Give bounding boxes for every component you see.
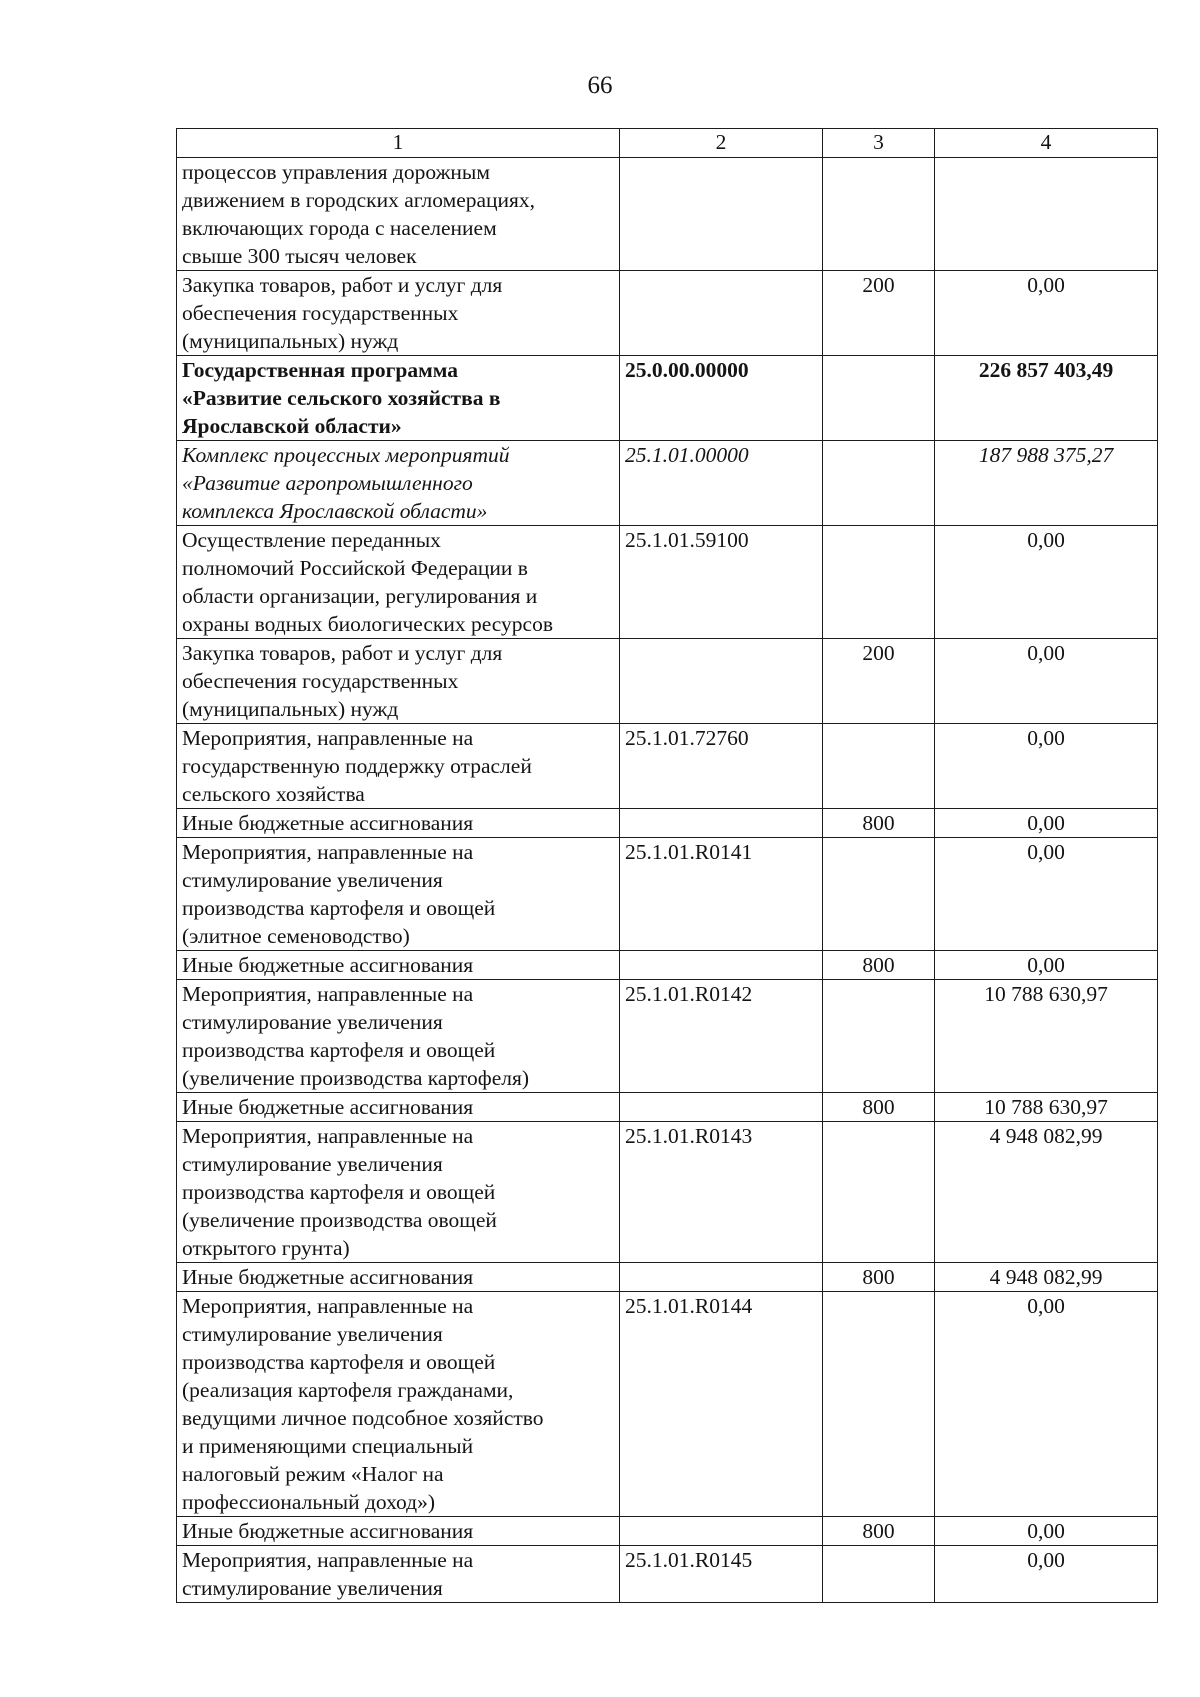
row-name-line: производства картофеля и овощей bbox=[182, 1180, 496, 1204]
row-name bbox=[177, 809, 620, 838]
row-expense-type bbox=[823, 724, 935, 809]
row-amount: 226 857 403,49 bbox=[935, 356, 1158, 441]
row-amount: 0,00 bbox=[935, 1546, 1158, 1603]
table-row bbox=[177, 1292, 1158, 1517]
row-name-line: Мероприятия, направленные на bbox=[182, 1294, 474, 1318]
row-name bbox=[177, 526, 620, 639]
row-name-line: Иные бюджетные ассигнования bbox=[182, 1095, 474, 1119]
row-code bbox=[620, 271, 823, 356]
column-header-3: 3 bbox=[823, 129, 935, 158]
row-name-line: комплекса Ярославской области» bbox=[182, 499, 488, 523]
table-row bbox=[177, 356, 1158, 441]
row-code bbox=[620, 1263, 823, 1292]
row-name-line: Осуществление переданных bbox=[182, 528, 441, 552]
row-name-line: Мероприятия, направленные на bbox=[182, 1548, 474, 1572]
table-row bbox=[177, 980, 1158, 1093]
row-code: 25.1.01.R0144 bbox=[620, 1292, 823, 1517]
row-name-line: охраны водных биологических ресурсов bbox=[182, 612, 553, 636]
row-expense-type bbox=[823, 1292, 935, 1517]
row-expense-type: 800 bbox=[823, 809, 935, 838]
row-code: 25.1.01.R0143 bbox=[620, 1122, 823, 1263]
row-code bbox=[620, 951, 823, 980]
row-name bbox=[177, 1093, 620, 1122]
row-code: 25.0.00.00000 bbox=[620, 356, 823, 441]
row-name bbox=[177, 951, 620, 980]
row-name-line: стимулирование увеличения bbox=[182, 1322, 443, 1346]
row-code bbox=[620, 809, 823, 838]
row-name-line: Иные бюджетные ассигнования bbox=[182, 953, 474, 977]
row-name bbox=[177, 441, 620, 526]
row-name-line: открытого грунта) bbox=[182, 1236, 350, 1260]
row-name-line: Мероприятия, направленные на bbox=[182, 982, 474, 1006]
row-name-line: Иные бюджетные ассигнования bbox=[182, 1265, 474, 1289]
row-amount: 10 788 630,97 bbox=[935, 980, 1158, 1093]
row-amount: 10 788 630,97 bbox=[935, 1093, 1158, 1122]
row-name bbox=[177, 838, 620, 951]
row-amount bbox=[935, 158, 1158, 271]
row-expense-type bbox=[823, 1546, 935, 1603]
table-row bbox=[177, 1122, 1158, 1263]
row-code: 25.1.01.R0145 bbox=[620, 1546, 823, 1603]
row-code bbox=[620, 1093, 823, 1122]
row-amount: 0,00 bbox=[935, 838, 1158, 951]
row-name-line: (увеличение производства картофеля) bbox=[182, 1066, 530, 1090]
row-code bbox=[620, 639, 823, 724]
row-name-line: Закупка товаров, работ и услуг для bbox=[182, 641, 503, 665]
row-code bbox=[620, 1517, 823, 1546]
row-amount: 4 948 082,99 bbox=[935, 1122, 1158, 1263]
row-name-line: обеспечения государственных bbox=[182, 301, 459, 325]
row-name bbox=[177, 271, 620, 356]
row-amount: 0,00 bbox=[935, 724, 1158, 809]
row-name-line: производства картофеля и овощей bbox=[182, 896, 496, 920]
row-amount: 0,00 bbox=[935, 951, 1158, 980]
row-name-line: стимулирование увеличения bbox=[182, 1152, 443, 1176]
row-name-line: Мероприятия, направленные на bbox=[182, 840, 474, 864]
row-amount: 0,00 bbox=[935, 1292, 1158, 1517]
row-name-line: свыше 300 тысяч человек bbox=[182, 244, 417, 268]
column-header-2: 2 bbox=[620, 129, 823, 158]
row-name-line: процессов управления дорожным bbox=[182, 160, 490, 184]
row-code: 25.1.01.00000 bbox=[620, 441, 823, 526]
column-header-1: 1 bbox=[177, 129, 620, 158]
row-expense-type: 200 bbox=[823, 271, 935, 356]
row-name-line: Иные бюджетные ассигнования bbox=[182, 811, 474, 835]
row-name bbox=[177, 724, 620, 809]
table-row bbox=[177, 441, 1158, 526]
table-row bbox=[177, 1517, 1158, 1546]
row-name bbox=[177, 1546, 620, 1603]
row-amount: 0,00 bbox=[935, 639, 1158, 724]
table-row bbox=[177, 1263, 1158, 1292]
row-name-line: «Развитие агропромышленного bbox=[182, 471, 473, 495]
table-row bbox=[177, 838, 1158, 951]
row-name-line: Государственная программа bbox=[182, 358, 459, 382]
row-name-line: (увеличение производства овощей bbox=[182, 1208, 497, 1232]
row-name-line: и применяющими специальный bbox=[182, 1434, 474, 1458]
row-name-line: производства картофеля и овощей bbox=[182, 1038, 496, 1062]
row-name-line: Мероприятия, направленные на bbox=[182, 726, 474, 750]
table-row bbox=[177, 809, 1158, 838]
table-header bbox=[177, 129, 1158, 158]
row-name-line: (муниципальных) нужд bbox=[182, 697, 399, 721]
row-name-line: государственную поддержку отраслей bbox=[182, 754, 532, 778]
row-name-line: Закупка товаров, работ и услуг для bbox=[182, 273, 503, 297]
table-row bbox=[177, 158, 1158, 271]
row-expense-type: 800 bbox=[823, 1093, 935, 1122]
row-amount: 0,00 bbox=[935, 809, 1158, 838]
row-name-line: налоговый режим «Налог на bbox=[182, 1462, 444, 1486]
table-row bbox=[177, 526, 1158, 639]
row-name bbox=[177, 158, 620, 271]
table-row bbox=[177, 951, 1158, 980]
row-name bbox=[177, 639, 620, 724]
row-amount: 4 948 082,99 bbox=[935, 1263, 1158, 1292]
row-name-line: (реализация картофеля гражданами, bbox=[182, 1378, 514, 1402]
row-name-line: (элитное семеноводство) bbox=[182, 924, 410, 948]
row-expense-type: 800 bbox=[823, 1263, 935, 1292]
row-expense-type bbox=[823, 158, 935, 271]
row-name-line: ведущими личное подсобное хозяйство bbox=[182, 1406, 544, 1430]
row-name-line: Ярославской области» bbox=[182, 414, 402, 438]
row-name-line: включающих города с населением bbox=[182, 216, 497, 240]
row-expense-type bbox=[823, 356, 935, 441]
table-row bbox=[177, 1546, 1158, 1603]
row-name-line: стимулирование увеличения bbox=[182, 1010, 443, 1034]
row-expense-type bbox=[823, 980, 935, 1093]
row-name-line: Мероприятия, направленные на bbox=[182, 1124, 474, 1148]
row-expense-type: 800 bbox=[823, 951, 935, 980]
row-expense-type: 200 bbox=[823, 639, 935, 724]
row-name-line: сельского хозяйства bbox=[182, 782, 365, 806]
row-name bbox=[177, 1263, 620, 1292]
row-code: 25.1.01.72760 bbox=[620, 724, 823, 809]
row-expense-type: 800 bbox=[823, 1517, 935, 1546]
row-expense-type bbox=[823, 441, 935, 526]
row-name bbox=[177, 1517, 620, 1546]
row-name bbox=[177, 980, 620, 1093]
row-name-line: производства картофеля и овощей bbox=[182, 1350, 496, 1374]
row-expense-type bbox=[823, 838, 935, 951]
row-name-line: движением в городских агломерациях, bbox=[182, 188, 536, 212]
table-row bbox=[177, 271, 1158, 356]
row-name bbox=[177, 1122, 620, 1263]
row-name-line: профессиональный доход») bbox=[182, 1490, 436, 1514]
row-code: 25.1.01.R0142 bbox=[620, 980, 823, 1093]
page-number: 66 bbox=[587, 72, 613, 99]
table-row bbox=[177, 1093, 1158, 1122]
row-expense-type bbox=[823, 526, 935, 639]
row-amount: 0,00 bbox=[935, 271, 1158, 356]
column-header-4: 4 bbox=[935, 129, 1158, 158]
row-name-line: полномочий Российской Федерации в bbox=[182, 556, 528, 580]
row-name-line: Комплекс процессных мероприятий bbox=[182, 443, 510, 467]
row-name bbox=[177, 356, 620, 441]
row-amount: 0,00 bbox=[935, 1517, 1158, 1546]
budget-table bbox=[176, 128, 1158, 1603]
row-code: 25.1.01.R0141 bbox=[620, 838, 823, 951]
row-name-line: стимулирование увеличения bbox=[182, 868, 443, 892]
table-row bbox=[177, 724, 1158, 809]
row-expense-type bbox=[823, 1122, 935, 1263]
row-name-line: (муниципальных) нужд bbox=[182, 329, 399, 353]
row-name-line: области организации, регулирования и bbox=[182, 584, 538, 608]
row-code bbox=[620, 158, 823, 271]
row-name bbox=[177, 1292, 620, 1517]
row-code: 25.1.01.59100 bbox=[620, 526, 823, 639]
row-amount: 187 988 375,27 bbox=[935, 441, 1158, 526]
row-amount: 0,00 bbox=[935, 526, 1158, 639]
table-body bbox=[177, 158, 1158, 1603]
row-name-line: стимулирование увеличения bbox=[182, 1576, 443, 1600]
table-row bbox=[177, 639, 1158, 724]
row-name-line: Иные бюджетные ассигнования bbox=[182, 1519, 474, 1543]
row-name-line: «Развитие сельского хозяйства в bbox=[182, 386, 501, 410]
header-row bbox=[177, 129, 1158, 158]
row-name-line: обеспечения государственных bbox=[182, 669, 459, 693]
